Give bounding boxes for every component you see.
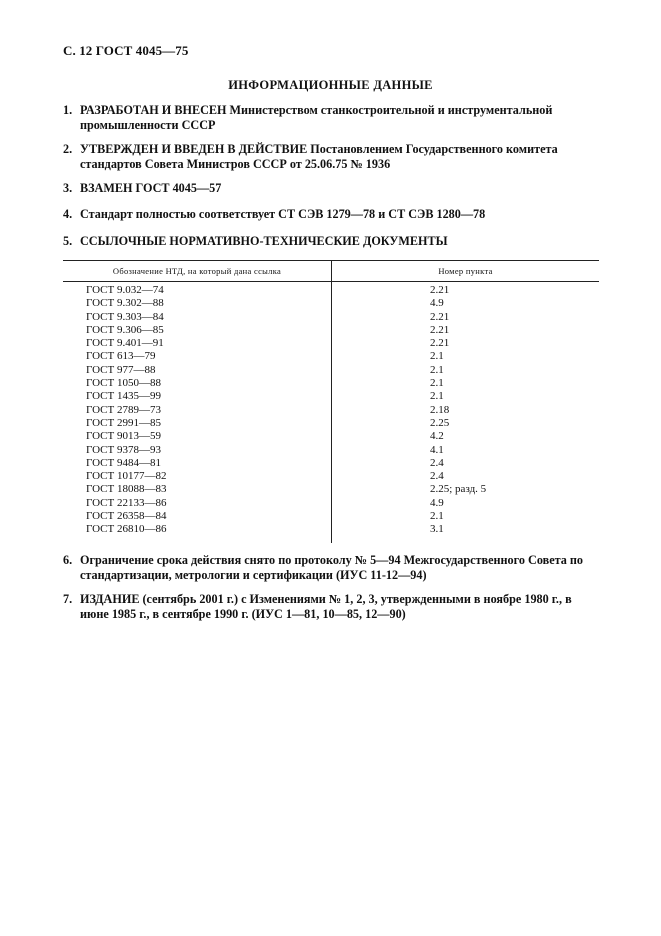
point-cell: 4.2 xyxy=(430,430,444,443)
point-cell: 2.1 xyxy=(430,350,444,363)
table-row xyxy=(63,337,599,350)
table-row xyxy=(63,483,599,496)
point-cell: 2.21 xyxy=(430,337,450,350)
document-cell: ГОСТ 9.032—74 xyxy=(63,282,332,298)
point-cell: 2.18 xyxy=(430,403,450,416)
document-cell: ГОСТ 22133—86 xyxy=(63,497,332,510)
point-cell: 3.1 xyxy=(430,523,444,536)
document-cell: ГОСТ 1050—88 xyxy=(63,377,332,390)
table-row xyxy=(63,457,599,470)
item-body: Постановлением Государственного комитета стандартов Совета Министров СССР от 25.06.75 № 1936 xyxy=(80,142,558,171)
point-cell: 2.21 xyxy=(430,284,450,296)
document-cell: ГОСТ 977—88 xyxy=(63,364,332,377)
item-text xyxy=(80,181,603,196)
item-number: 3. xyxy=(63,181,73,195)
document-cell: ГОСТ 26358—84 xyxy=(63,510,332,523)
point-cell: 2.1 xyxy=(430,510,444,523)
document-cell: ГОСТ 2789—73 xyxy=(63,404,332,417)
item-body: Ограничение срока действия снято по протоколу № 5—94 Межгосударственного Совета по стандартизации, метрологии и сертификации (ИУС 11-12—94) xyxy=(80,553,583,582)
document-cell: ГОСТ 2991—85 xyxy=(63,417,332,430)
item-number: 5. xyxy=(63,234,73,248)
table-row xyxy=(63,404,599,417)
item-text xyxy=(80,592,603,622)
document-cell: ГОСТ 26810—86 xyxy=(63,523,332,542)
point-cell: 2.1 xyxy=(430,390,444,403)
item-lead: УТВЕРЖДЕН И ВВЕДЕН В ДЕЙСТВИЕ xyxy=(80,142,308,156)
table-row xyxy=(63,510,599,523)
table-row xyxy=(63,470,599,483)
item-text xyxy=(80,234,603,249)
item-number: 4. xyxy=(63,207,73,221)
table-header-row xyxy=(63,261,599,282)
item-lead: ССЫЛОЧНЫЕ НОРМАТИВНО-ТЕХНИЧЕСКИЕ ДОКУМЕНТЫ xyxy=(80,234,448,248)
document-cell: ГОСТ 9378—93 xyxy=(63,444,332,457)
document-cell: ГОСТ 9.303—84 xyxy=(63,311,332,324)
item-text xyxy=(80,553,603,583)
item-lead: РАЗРАБОТАН И ВНЕСЕН xyxy=(80,103,227,117)
item-number: 1. xyxy=(63,103,73,117)
point-cell: 2.4 xyxy=(430,456,444,469)
table-row xyxy=(63,377,599,390)
point-cell: 4.1 xyxy=(430,443,444,456)
table-row xyxy=(63,430,599,443)
info-item-3 xyxy=(63,181,603,196)
table-row xyxy=(63,417,599,430)
point-cell: 2.21 xyxy=(430,310,450,323)
info-item-2 xyxy=(63,142,603,172)
column-header-point: Номер пункта xyxy=(332,261,600,282)
item-number: 7. xyxy=(63,592,73,606)
item-number: 2. xyxy=(63,142,73,156)
info-item-7 xyxy=(63,592,603,622)
point-cell: 2.21 xyxy=(430,323,450,336)
table-row xyxy=(63,297,599,310)
table-row xyxy=(63,350,599,363)
item-body: (сентябрь 2001 г.) с Изменениями № 1, 2, 3, утвержденными в ноябре 1980 г., в июне 1985 г., в сентябре 1990 г. (ИУС 1—81, 10—85, 12—90) xyxy=(80,592,572,621)
document-cell: ГОСТ 18088—83 xyxy=(63,483,332,496)
reference-documents-table xyxy=(63,260,599,543)
document-cell: ГОСТ 9.302—88 xyxy=(63,297,332,310)
table-row xyxy=(63,311,599,324)
point-cell: 4.9 xyxy=(430,496,444,509)
info-item-5 xyxy=(63,234,603,249)
document-cell: ГОСТ 9484—81 xyxy=(63,457,332,470)
document-cell: ГОСТ 10177—82 xyxy=(63,470,332,483)
table-row xyxy=(63,497,599,510)
point-cell: 2.25 xyxy=(430,416,450,429)
point-cell: 2.4 xyxy=(430,470,444,483)
item-body: Стандарт полностью соответствует СТ СЭВ 1279—78 и СТ СЭВ 1280—78 xyxy=(80,207,486,221)
table-row xyxy=(63,390,599,403)
document-cell: ГОСТ 1435—99 xyxy=(63,390,332,403)
item-number: 6. xyxy=(63,553,73,567)
table-row xyxy=(63,444,599,457)
point-cell: 2.1 xyxy=(430,363,444,376)
document-cell: ГОСТ 9.401—91 xyxy=(63,337,332,350)
table-row xyxy=(63,523,599,542)
document-cell: ГОСТ 9.306—85 xyxy=(63,324,332,337)
item-lead: ИЗДАНИЕ xyxy=(80,592,140,606)
item-text xyxy=(80,103,603,133)
table-row xyxy=(63,324,599,337)
table-row xyxy=(63,282,599,298)
section-title: ИНФОРМАЦИОННЫЕ ДАННЫЕ xyxy=(228,78,433,92)
item-body: Министерством станкостроительной и инструментальной промышленности СССР xyxy=(80,103,553,132)
info-item-6 xyxy=(63,553,603,583)
point-cell: 2.25; разд. 5 xyxy=(430,483,487,496)
item-lead: ВЗАМЕН ГОСТ 4045—57 xyxy=(80,181,222,195)
item-text xyxy=(80,207,603,222)
column-header-document: Обозначение НТД, на который дана ссылка xyxy=(63,261,332,282)
info-item-1 xyxy=(63,103,603,133)
info-item-4 xyxy=(63,207,603,222)
item-text xyxy=(80,142,603,172)
point-cell: 4.9 xyxy=(430,297,444,310)
page-header: С. 12 ГОСТ 4045—75 xyxy=(63,43,189,58)
table-row xyxy=(63,364,599,377)
document-cell: ГОСТ 9013—59 xyxy=(63,430,332,443)
document-cell: ГОСТ 613—79 xyxy=(63,350,332,363)
point-cell: 2.1 xyxy=(430,377,444,390)
